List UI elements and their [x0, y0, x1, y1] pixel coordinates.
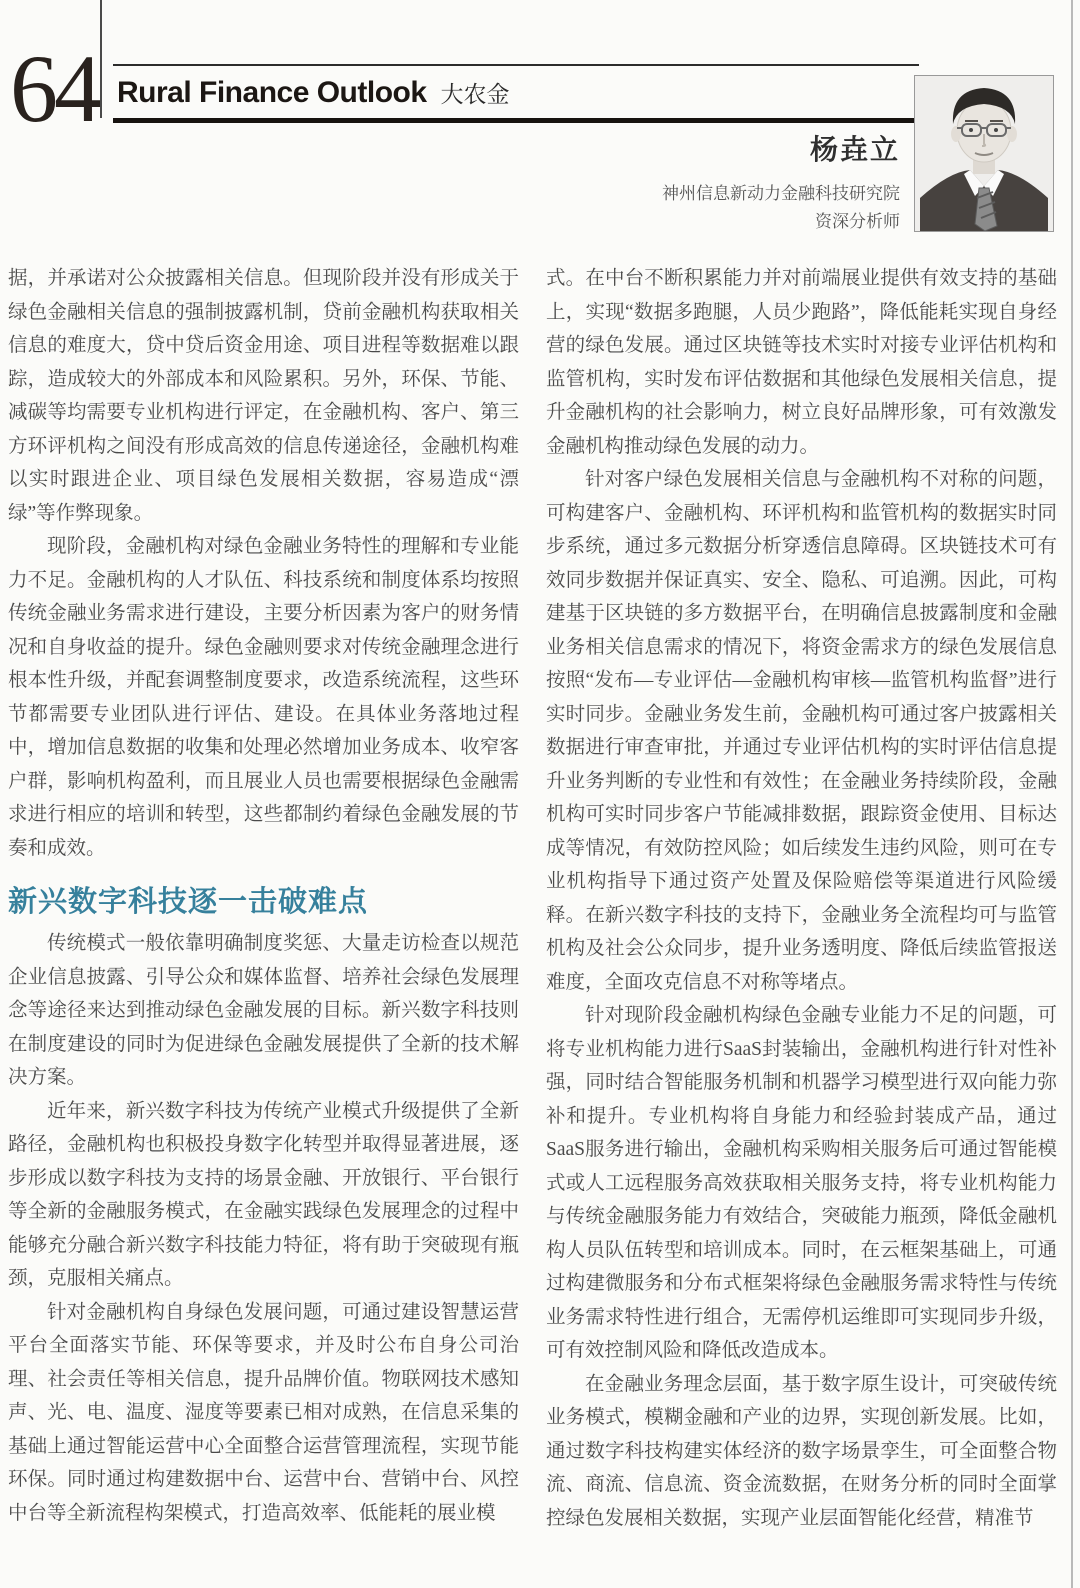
author-affiliation: 神州信息新动力金融科技研究院 [662, 184, 900, 203]
body-paragraph: 传统模式一般依靠明确制度奖惩、大量走访检查以规范企业信息披露、引导公众和媒体监督、培养社会绿色发展理念等途径来达到推动绿色金融发展的目标。新兴数字科技则在制度建设的同时为促进绿色金融发展提供了全新的技术解决方案。 [8, 933, 519, 1088]
body-paragraph: 现阶段，金融机构对绿色金融业务特性的理解和专业能力不足。金融机构的人才队伍、科技系统和制度体系均按照传统金融业务需求进行建设，主要分析因素为客户的财务情况和自身收益的提升。绿色金融则要求对传统金融理念进行根本性升级，并配套调整制度要求，改造系统流程，这些环节都需要专业团队进行评估、建设。在具体业务落地过程中，增加信息数据的收集和处理必然增加业务成本、收窄客户群，影响机构盈利，而且展业人员也需要根据绿色金融需求进行相应的培训和转型，这些都制约着绿色金融发展的节奏和成效。 [8, 536, 519, 859]
body-paragraph: 近年来，新兴数字科技为传统产业模式升级提供了全新路径，金融机构也积极投身数字化转型并取得显著进展，逐步形成以数字科技为支持的场景金融、开放银行、平台银行等全新的金融服务模式，在金融实践绿色发展理念的过程中能够充分融合新兴数字科技能力特征，将有助于突破现有瓶颈，克服相关痛点。 [8, 1100, 519, 1289]
page-right-border [1071, 0, 1073, 1588]
author-portrait-illustration [915, 76, 1053, 231]
masthead-top-rule [113, 64, 919, 66]
left-column [8, 262, 519, 1530]
body-paragraph: 针对客户绿色发展相关信息与金融机构不对称的问题，可构建客户、金融机构、环评机构和监管机构的数据实时同步系统，通过多元数据分析穿透信息障碍。区块链技术可有效同步数据并保证真实、安全、隐私、可追溯。因此，可构建基于区块链的多方数据平台，在明确信息披露制度和金融业务相关信息需求的情况下，将资金需求方的绿色发展信息按照“发布—专业评估—金融机构审核—监管机构监督”进行实时同步。金融业务发生前，金融机构可通过客户披露相关数据进行审查审批，并通过专业评估机构的实时评估信息提升业务判断的专业性和有效性；在金融业务持续阶段，金融机构可实时同步客户节能减排数据，跟踪资金使用、目标达成等情况，有效防控风险；如后续发生违约风险，则可在专业机构指导下通过资产处置及保险赔偿等渠道进行风险缓释。在新兴数字科技的支持下，金融业务全流程均可与监管机构及社会公众同步，提升业务透明度、降低后续监管报送难度，全面攻克信息不对称等堵点。 [546, 469, 1057, 993]
header-vertical-divider [100, 0, 102, 118]
author-job-title: 资深分析师 [815, 212, 900, 231]
journal-title-cn: 大农金 [440, 81, 510, 107]
author-name: 杨垚立 [809, 134, 900, 165]
body-paragraph: 式。在中台不断积累能力并对前端展业提供有效支持的基础上，实现“数据多跑腿，人员少跑路”，降低能耗实现自身经营的绿色发展。通过区块链等技术实时对接专业评估机构和监管机构，实时发布评估数据和其他绿色发展相关信息，提升金融机构的社会影响力，树立良好品牌形象，可有效激发金融机构推动绿色发展的动力。 [546, 268, 1057, 457]
body-paragraph: 针对金融机构自身绿色发展问题，可通过建设智慧运营平台全面落实节能、环保等要求，并及时公布自身公司治理、社会责任等相关信息，提升品牌价值。物联网技术感知声、光、电、温度、湿度等要素已相对成熟，在信息采集的基础上通过智能运营中心全面整合运营管理流程，实现节能环保。同时通过构建数据中台、运营中台、营销中台、风控中台等全新流程构架模式，打造高效率、低能耗的展业模 [8, 1301, 519, 1524]
body-paragraph: 在金融业务理念层面，基于数字原生设计，可突破传统业务模式，模糊金融和产业的边界，实现创新发展。比如，通过数字科技构建实体经济的数字场景孪生，可全面整合物流、商流、信息流、资金流数据，在财务分析的同时全面掌控绿色发展相关数据，实现产业层面智能化经营，精准节 [546, 1373, 1057, 1529]
journal-title-en: Rural Finance Outlook [117, 76, 427, 109]
page-number: 64 [10, 35, 98, 142]
author-photo [914, 75, 1054, 232]
body-paragraph: 针对现阶段金融机构绿色金融专业能力不足的问题，可将专业机构能力进行SaaS封装输出，金融机构进行针对性补强，同时结合智能服务机制和机器学习模型进行双向能力弥补和提升。专业机构将自身能力和经验封装成产品，通过SaaS服务进行输出，金融机构采购相关服务后可通过智能模式或人工远程服务高效获取相关服务支持，将专业机构能力与传统金融服务能力有效结合，突破能力瓶颈，降低金融机构人员队伍转型和培训成本。同时，在云框架基础上，可通过构建微服务和分布式框架将绿色金融服务需求特性与传统业务需求特性进行组合，无需停机运维即可实现同步升级，可有效控制风险和降低改造成本。 [546, 1005, 1057, 1361]
masthead-bottom-rule [113, 118, 919, 123]
right-column [546, 262, 1057, 1535]
author-block [662, 128, 900, 236]
section-heading: 新兴数字科技逐一击破难点 [8, 886, 369, 918]
body-paragraph: 据，并承诺对公众披露相关信息。但现阶段并没有形成关于绿色金融相关信息的强制披露机制，贷前金融机构获取相关信息的难度大，贷中贷后资金用途、项目进程等数据难以跟踪，造成较大的外部成本和风险累积。另外，环保、节能、减碳等均需要专业机构进行评定，在金融机构、客户、第三方环评机构之间没有形成高效的信息传递途径，金融机构难以实时跟进企业、项目绿色发展相关数据，容易造成“漂绿”等作弊现象。 [8, 268, 519, 524]
masthead [113, 64, 919, 123]
masthead-title-row [113, 76, 919, 112]
